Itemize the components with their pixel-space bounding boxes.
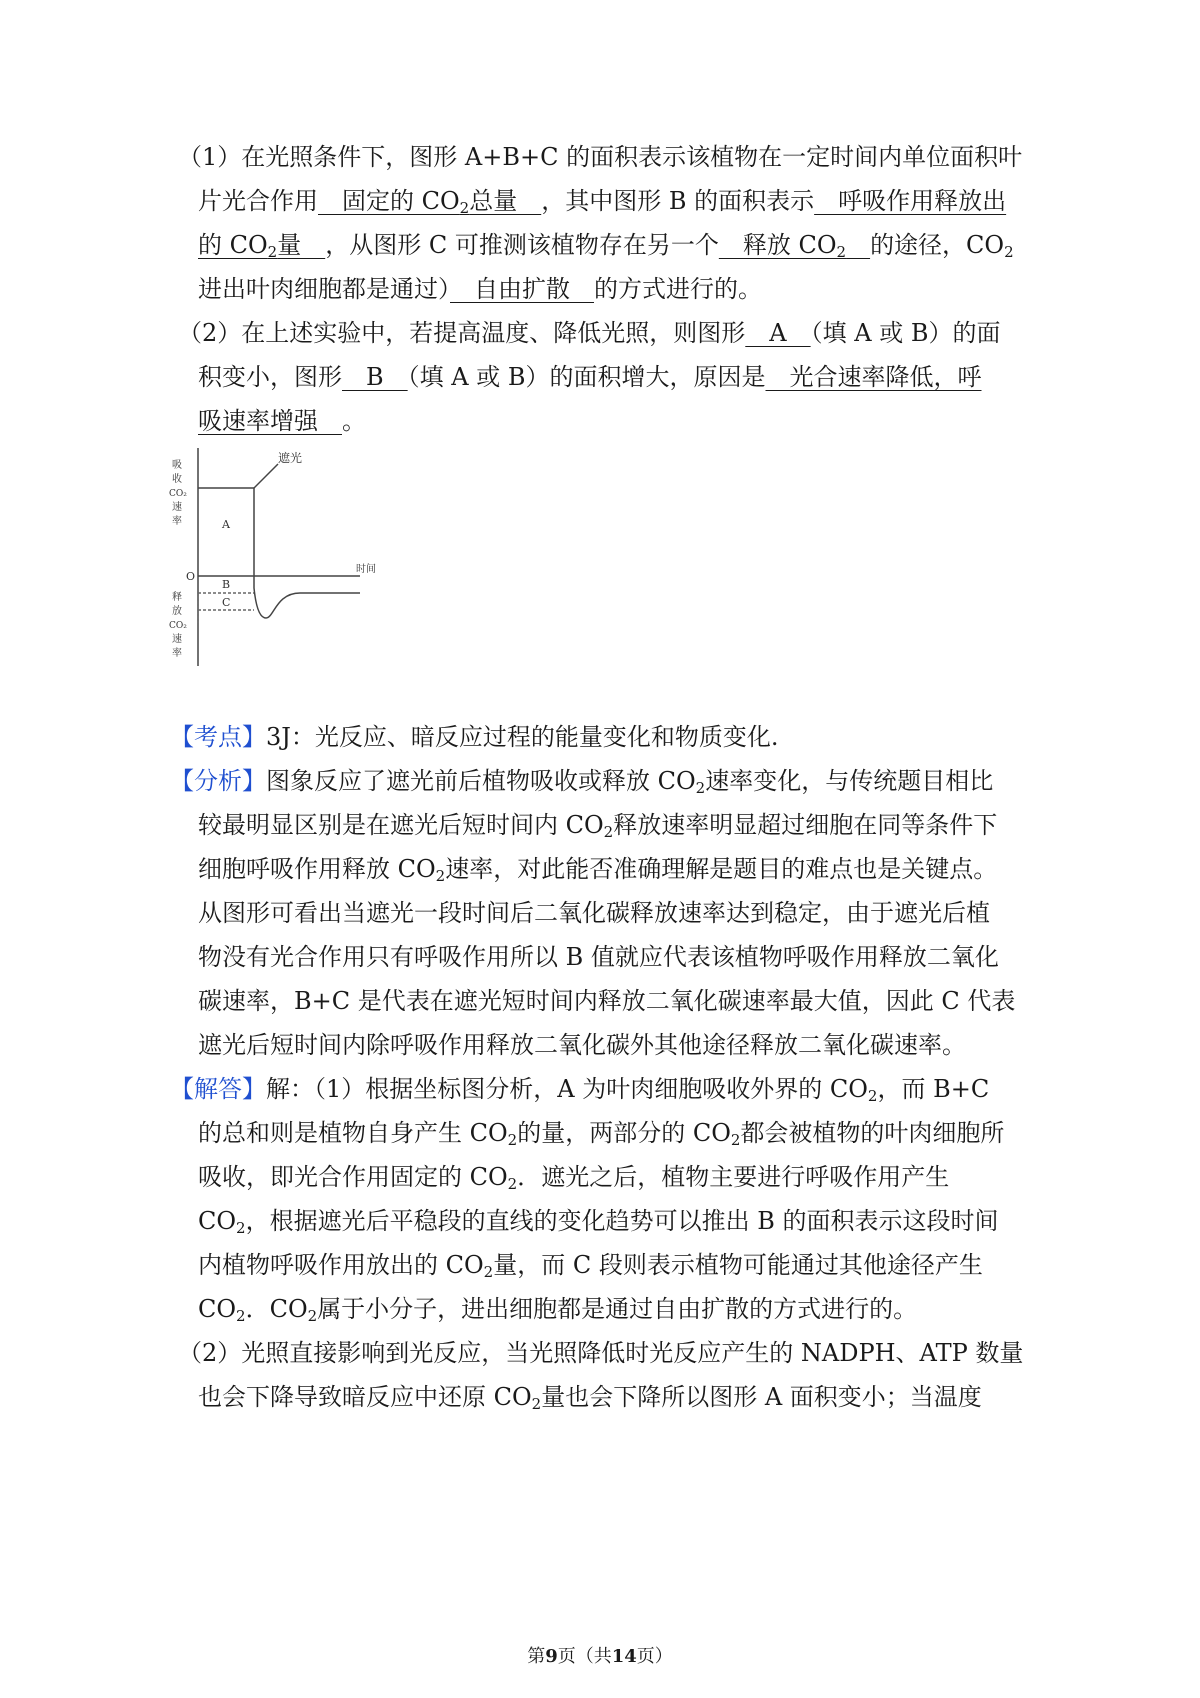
q2-line-2: 积变小，图形 B （填 A 或 B）的面积增大，原因是 光合速率降低，呼: [198, 363, 982, 391]
svg-text:速: 速: [172, 502, 182, 513]
jieda-line-5: 内植物呼吸作用放出的 $CO_2$量，而 C 段则表示植物可能通过其他途径产生: [198, 1251, 983, 1281]
x-axis-label: 时间: [356, 564, 376, 575]
release-curve: [254, 576, 360, 618]
jieda-line-3: 吸收，即光合作用固定的 $CO_2$．遮光之后，植物主要进行呼吸作用产生: [198, 1163, 950, 1193]
y-axis-label-bottom: [169, 591, 187, 659]
q1-line-3: 的 $CO_2$量 ，从图形 C 可推测该植物存在另一个 释放 $CO_2$ 的途径，$CO_2$: [198, 231, 1014, 261]
page-footer: 第9页（共14页）: [527, 1646, 673, 1667]
jieda-line-1: 【解答】解：（1）根据坐标图分析，A 为叶肉细胞吸收外界的 $CO_2$，而 B+C: [170, 1075, 990, 1105]
q1-line-4: 进出叶肉细胞都是通过） 自由扩散 的方式进行的。: [198, 275, 762, 303]
svg-text:CO₂: CO₂: [169, 489, 187, 499]
svg-text:CO₂: CO₂: [169, 621, 187, 631]
svg-text:放: 放: [172, 606, 182, 617]
region-a-label: A: [222, 518, 230, 531]
q1-line-2: 片光合作用 固定的 $CO_2$总量 ，其中图形 B 的面积表示 呼吸作用释放出: [198, 187, 1007, 217]
answer-blank: 呼吸作用释放出: [814, 187, 1007, 215]
y-axis-label-top: [169, 459, 187, 527]
region-b-label: B: [222, 578, 231, 591]
annotation-label: 遮光: [278, 451, 303, 465]
q2-line-1: （2）在上述实验中，若提高温度、降低光照，则图形 A （填 A 或 B）的面: [178, 319, 1001, 347]
co2-rate-figure: [160, 448, 400, 670]
svg-text:收: 收: [172, 474, 182, 485]
answer-blank: 自由扩散: [450, 275, 594, 303]
jieda-line-4: $CO_2$，根据遮光后平稳段的直线的变化趋势可以推出 B 的面积表示这段时间: [198, 1207, 999, 1237]
svg-text:率: 率: [172, 648, 182, 659]
q1-line-1: （1）在光照条件下，图形 A+B+C 的面积表示该植物在一定时间内单位面积叶: [178, 143, 1023, 171]
page-number: 9: [545, 1646, 558, 1667]
kaodian-tag: 【考点】: [170, 723, 266, 751]
svg-text:率: 率: [172, 516, 182, 527]
answer-blank: 光合速率降低，呼: [765, 363, 982, 391]
jieda-tag: 【解答】: [170, 1075, 266, 1103]
fenxi-tag: 【分析】: [170, 767, 266, 795]
svg-text:释: 释: [172, 592, 182, 603]
fenxi-line-2: 较最明显区别是在遮光后短时间内 $CO_2$释放速率明显超过细胞在同等条件下: [198, 811, 998, 841]
jieda-line-6: $CO_2$．$CO_2$属于小分子，进出细胞都是通过自由扩散的方式进行的。: [198, 1295, 918, 1325]
region-c-label: C: [222, 596, 231, 609]
answer-blank: 吸速率增强: [198, 407, 342, 435]
page-total: 14: [611, 1646, 637, 1667]
annotation-leader: [254, 464, 278, 488]
answer-blank: 固定的 $CO_2$总量: [318, 187, 542, 217]
jieda-line-2: 的总和则是植物自身产生 $CO_2$的量，两部分的 $CO_2$都会被植物的叶肉细胞所: [198, 1119, 1005, 1149]
kaodian-line: 【考点】3J：光反应、暗反应过程的能量变化和物质变化.: [170, 723, 779, 751]
q2-line-3: 吸速率增强 。: [198, 407, 366, 435]
fenxi-line-6: 碳速率，B+C 是代表在遮光短时间内释放二氧化碳速率最大值，因此 C 代表: [198, 987, 1016, 1015]
fenxi-line-5: 物没有光合作用只有呼吸作用所以 B 值就应代表该植物呼吸作用释放二氧化: [198, 943, 999, 971]
region-a-outline: [198, 488, 254, 576]
svg-text:速: 速: [172, 634, 182, 645]
origin-label: O: [186, 570, 196, 583]
fenxi-line-3: 细胞呼吸作用释放 $CO_2$速率，对此能否准确理解是题目的难点也是关键点。: [198, 855, 998, 885]
answer-blank: A: [745, 319, 811, 347]
svg-text:吸: 吸: [172, 460, 182, 471]
answer-blank: 释放 $CO_2$: [718, 231, 847, 261]
answer-blank: 的 $CO_2$量: [198, 231, 326, 261]
fenxi-line-7: 遮光后短时间内除呼吸作用释放二氧化碳外其他途径释放二氧化碳速率。: [198, 1031, 966, 1059]
fenxi-line-4: 从图形可看出当遮光一段时间后二氧化碳释放速率达到稳定，由于遮光后植: [198, 899, 990, 927]
jieda-part2-line-1: （2）光照直接影响到光反应，当光照降低时光反应产生的 NADPH、ATP 数量: [178, 1339, 1024, 1367]
answer-blank: B: [342, 363, 408, 391]
jieda-part2-line-2: 也会下降导致暗反应中还原 $CO_2$量也会下降所以图形 A 面积变小；当温度: [198, 1383, 982, 1413]
fenxi-line-1: 【分析】图象反应了遮光前后植物吸收或释放 $CO_2$速率变化，与传统题目相比: [170, 767, 994, 797]
